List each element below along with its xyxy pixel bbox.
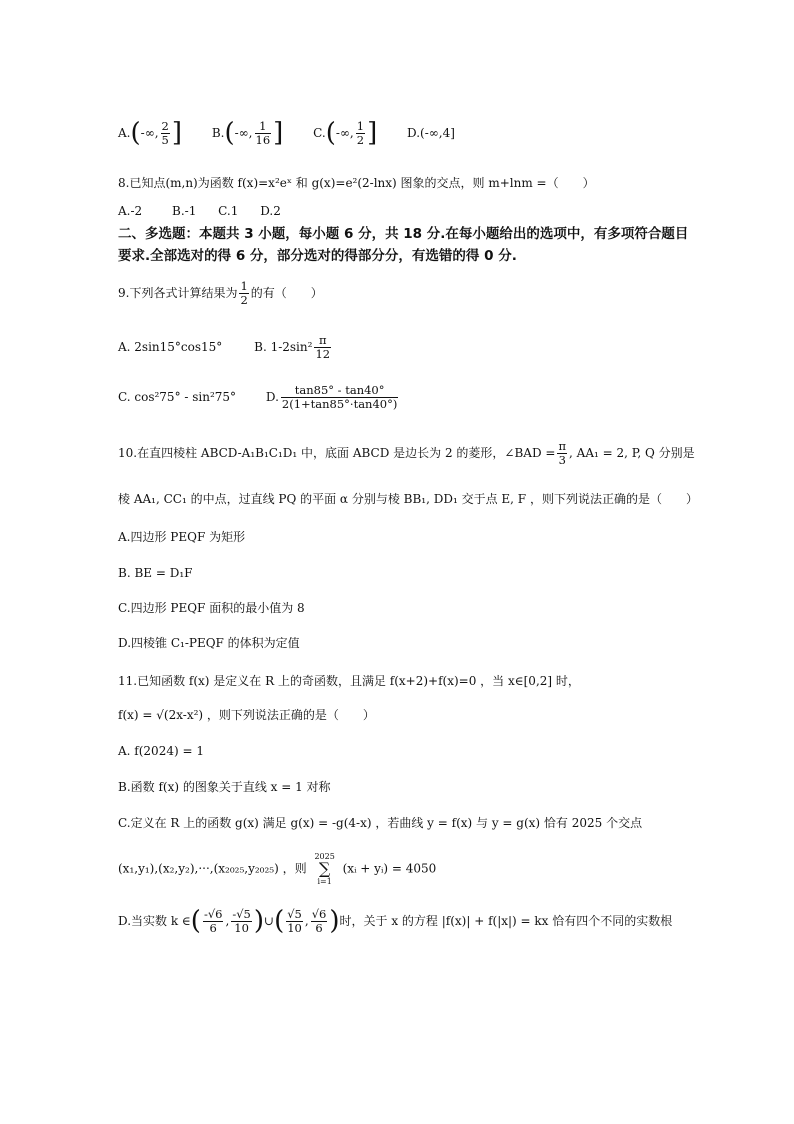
q11-sum-result: (xᵢ + yᵢ) = 4050: [342, 861, 437, 876]
q9-option-b: B. 1-2sin² $\frac{\pi}{12}$: [254, 333, 331, 362]
q10-option-c: C.四边形 PEQF 面积的最小值为 8: [118, 601, 305, 615]
q7-option-c-label: C.: [313, 126, 326, 141]
q9-stem: [118, 280, 323, 307]
q11-union-symbol: ∪: [264, 914, 275, 929]
q11-intersection-points: (x₁,y₁),(x₂,y₂),···,(x₂₀₂₅,y₂₀₂₅) ，则: [118, 861, 307, 876]
q11-option-d-text: 时，关于 x 的方程 |f(x)| + f(|x|) = kx 恰有四个不同的实数根: [339, 914, 673, 929]
q8-options: [118, 204, 281, 218]
q11-interval2-left: $\frac{√5}{10}$: [287, 906, 302, 936]
q10-angle-fraction: $\frac{\pi}{3}$: [558, 439, 567, 468]
q10-option-d: D.四棱锥 C₁-PEQF 的体积为定值: [118, 636, 300, 650]
q8-option-a: A.-2: [118, 204, 143, 218]
q7-option-a-label: A.: [118, 126, 131, 141]
q11-option-d: D.当实数 k ∈( $\frac{-√6}{6}$ , $\frac{-√5}{10}$ )∪( $\frac{√5}{10}$ , $\frac{√6}{6}$ )时，关于 x 的方程 |f(x)| + f(|x|) = kx 恰有四个不同的实数根: [118, 906, 673, 936]
q9-half-fraction: $\frac{1}{2}$: [240, 279, 248, 308]
q7-option-a-left: -∞,: [140, 126, 159, 141]
q9-stem-end: 的有（ ）: [250, 286, 323, 301]
q11-interval1-left: $\frac{-√6}{6}$: [203, 906, 223, 936]
section2-heading-line1: 二、多选题：本题共 3 小题，每小题 6 分，共 18 分.在每小题给出的选项中，有多项符合题目: [118, 226, 689, 242]
q8-option-b: B.-1: [172, 204, 197, 218]
q10-stem-text: 10.在直四棱柱 ABCD-A₁B₁C₁D₁ 中，底面 ABCD 是边长为 2 的菱形，∠BAD =: [118, 446, 556, 461]
q9-options-cd: [118, 384, 400, 411]
q10-stem-text-end: , AA₁ = 2, P, Q 分别是: [569, 446, 695, 461]
q7-option-b-fraction: $\frac{1}{16}$: [255, 118, 271, 148]
q8-stem: 8.已知点(m,n)为函数 f(x)=x²eˣ 和 g(x)=e²(2-lnx) 图象的交点，则 m+lnm =（ ）: [118, 176, 595, 190]
q10-stem-line2: 棱 AA₁, CC₁ 的中点，过直线 PQ 的平面 α 分别与棱 BB₁, DD₁ 交于点 E, F ，则下列说法正确的是（ ）: [118, 492, 698, 506]
q11-stem-line1: 11.已知函数 f(x) 是定义在 R 上的奇函数，且满足 f(x+2)+f(x)=0 ，当 x∈[0,2] 时，: [118, 674, 580, 688]
q9-option-d-fraction: $\frac{\tan 85^\circ - \tan 40^\circ}{2(1+\tan 85^\circ\cdot\tan 40^\circ)}$: [281, 383, 398, 412]
q9-option-c: C. cos²75° - sin²75°: [118, 390, 237, 405]
q8-option-d: D.2: [260, 204, 281, 218]
q7-options: [118, 118, 455, 149]
q11-option-a: A. f(2024) = 1: [118, 744, 204, 758]
q7-option-b-label: B.: [211, 126, 225, 141]
q9-stem-text: 9.下列各式计算结果为: [118, 286, 238, 301]
q7-option-a-fraction: $\frac{2}{5}$: [161, 118, 169, 148]
q7-option-b-left: -∞,: [234, 126, 253, 141]
q11-interval1-right: $\frac{-√5}{10}$: [232, 906, 251, 936]
q10-option-b: B. BE = D₁F: [118, 566, 193, 580]
q7-option-b: B.(-∞, $\frac{1}{16}$ ]: [211, 118, 284, 148]
q7-option-c-left: -∞,: [335, 126, 354, 141]
q7-option-a: A.(-∞, $\frac{2}{5}$ ]: [118, 118, 182, 148]
q10-stem-line1: [118, 440, 695, 467]
q7-option-d: D.(-∞,4]: [407, 126, 455, 141]
q9-option-b-fraction: $\frac{\pi}{12}$: [315, 333, 331, 362]
q9-option-d: D. $\frac{\tan 85^\circ - \tan 40^\circ}{2(1+\tan 85^\circ\cdot\tan 40^\circ)}$: [265, 383, 398, 412]
q11-interval2-right: $\frac{√6}{6}$: [311, 906, 327, 936]
section2-heading-line2: 要求.全部选对的得 6 分，部分选对的得部分分，有选错的得 0 分.: [118, 248, 517, 264]
q9-options-ab: [118, 334, 333, 361]
q9-option-a: A. 2sin15°cos15°: [118, 340, 223, 355]
q10-option-a: A.四边形 PEQF 为矩形: [118, 530, 246, 544]
q11-option-b: B.函数 f(x) 的图象关于直线 x = 1 对称: [118, 780, 331, 794]
q11-stem-line2: f(x) = √(2x-x²) ，则下列说法正确的是（ ）: [118, 708, 375, 722]
q7-option-c: C.(-∞, $\frac{1}{2}$ ]: [313, 118, 378, 148]
q11-option-d-prefix: D.当实数 k ∈: [118, 914, 191, 929]
q8-option-c: C.1: [218, 204, 239, 218]
q11-summation: 2025 ∑ i=1: [314, 852, 335, 887]
q7-option-c-fraction: $\frac{1}{2}$: [356, 118, 365, 148]
q11-option-c-line1: C.定义在 R 上的函数 g(x) 满足 g(x) = -g(4-x) ，若曲线 y = f(x) 与 y = g(x) 恰有 2025 个交点: [118, 816, 643, 830]
q11-option-c-line2: [118, 852, 436, 886]
